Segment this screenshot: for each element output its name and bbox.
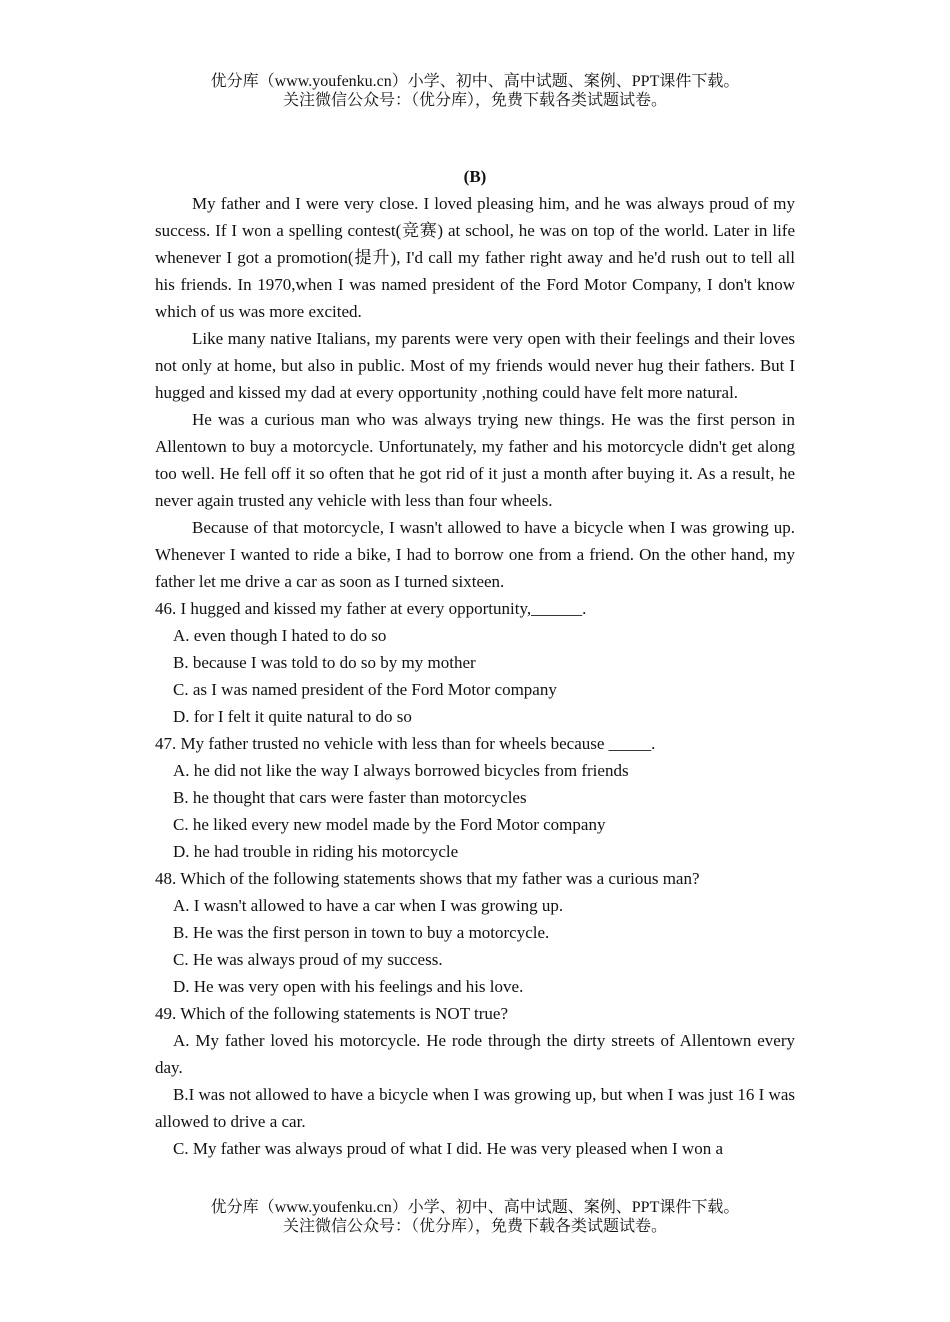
passage-paragraph-1: My father and I were very close. I loved pleasing him, and he was always proud of my success. If I won a spelling contest(竞赛) at school, he was on top of the world. Later in life whenever I got a promotion(提升), I'd call my father right away and he'd rush out to tell all his friends. In 1970,when I was named president of the Ford Motor Company, I don't know which of us was more excited. [155, 194, 795, 321]
header-line-1: 优分库（www.youfenku.cn）小学、初中、高中试题、案例、PPT课件下载。 [210, 73, 740, 90]
option-d: D. He was very open with his feelings and his love. [173, 977, 524, 996]
option-d: D. he had trouble in riding his motorcycle [173, 842, 459, 861]
option-c: C. He was always proud of my success. [173, 950, 443, 969]
header-line-2: 关注微信公众号：（优分库），免费下载各类试题试卷。 [282, 92, 667, 109]
page-footer [0, 1198, 950, 1236]
option-c: C. My father was always proud of what I did. He was very pleased when I won a [173, 1139, 723, 1158]
option-a: A. My father loved his motorcycle. He rode through the dirty streets of Allentown every day. [155, 1031, 795, 1077]
option-b: B. because I was told to do so by my mother [173, 653, 476, 672]
question-stem: 46. I hugged and kissed my father at every opportunity,______. [155, 599, 587, 618]
passage-title: (B) [463, 167, 487, 186]
question-46 [155, 595, 795, 730]
question-49 [155, 1000, 795, 1162]
question-stem: 47. My father trusted no vehicle with less than for wheels because _____. [155, 734, 656, 753]
option-d: D. for I felt it quite natural to do so [173, 707, 412, 726]
question-stem: 48. Which of the following statements shows that my father was a curious man? [155, 869, 700, 888]
option-c: C. he liked every new model made by the Ford Motor company [173, 815, 606, 834]
option-b: B. he thought that cars were faster than motorcycles [173, 788, 527, 807]
footer-line-1: 优分库（www.youfenku.cn）小学、初中、高中试题、案例、PPT课件下载。 [210, 1199, 740, 1216]
question-47 [155, 730, 795, 865]
question-stem: 49. Which of the following statements is NOT true? [155, 1004, 508, 1023]
passage-paragraph-4: Because of that motorcycle, I wasn't allowed to have a bicycle when I was growing up. Whenever I wanted to ride a bike, I had to borrow one from a friend. On the other hand, my father let me drive a car as soon as I turned sixteen. [155, 518, 795, 591]
passage-paragraph-2: Like many native Italians, my parents were very open with their feelings and their loves not only at home, but also in public. Most of my friends would never hug their fathers. But I hugged and kissed my dad at every opportunity ,nothing could have felt more natural. [155, 329, 795, 402]
option-a: A. even though I hated to do so [173, 626, 387, 645]
question-48 [155, 865, 795, 1000]
option-a: A. he did not like the way I always borrowed bicycles from friends [173, 761, 629, 780]
option-b: B. He was the first person in town to buy a motorcycle. [173, 923, 550, 942]
option-a: A. I wasn't allowed to have a car when I was growing up. [173, 896, 564, 915]
footer-line-2: 关注微信公众号：（优分库），免费下载各类试题试卷。 [282, 1218, 667, 1235]
passage-paragraph-3: He was a curious man who was always trying new things. He was the first person in Allentown to buy a motorcycle. Unfortunately, my father and his motorcycle didn't get along too well. He fell off it so often that he got rid of it just a month after buying it. As a result, he never again trusted any vehicle with less than four wheels. [155, 410, 795, 510]
document-body [155, 163, 795, 1162]
option-b: B.I was not allowed to have a bicycle when I was growing up, but when I was just 16 I was allowed to drive a car. [155, 1085, 795, 1131]
option-c: C. as I was named president of the Ford Motor company [173, 680, 557, 699]
page-header [0, 72, 950, 110]
